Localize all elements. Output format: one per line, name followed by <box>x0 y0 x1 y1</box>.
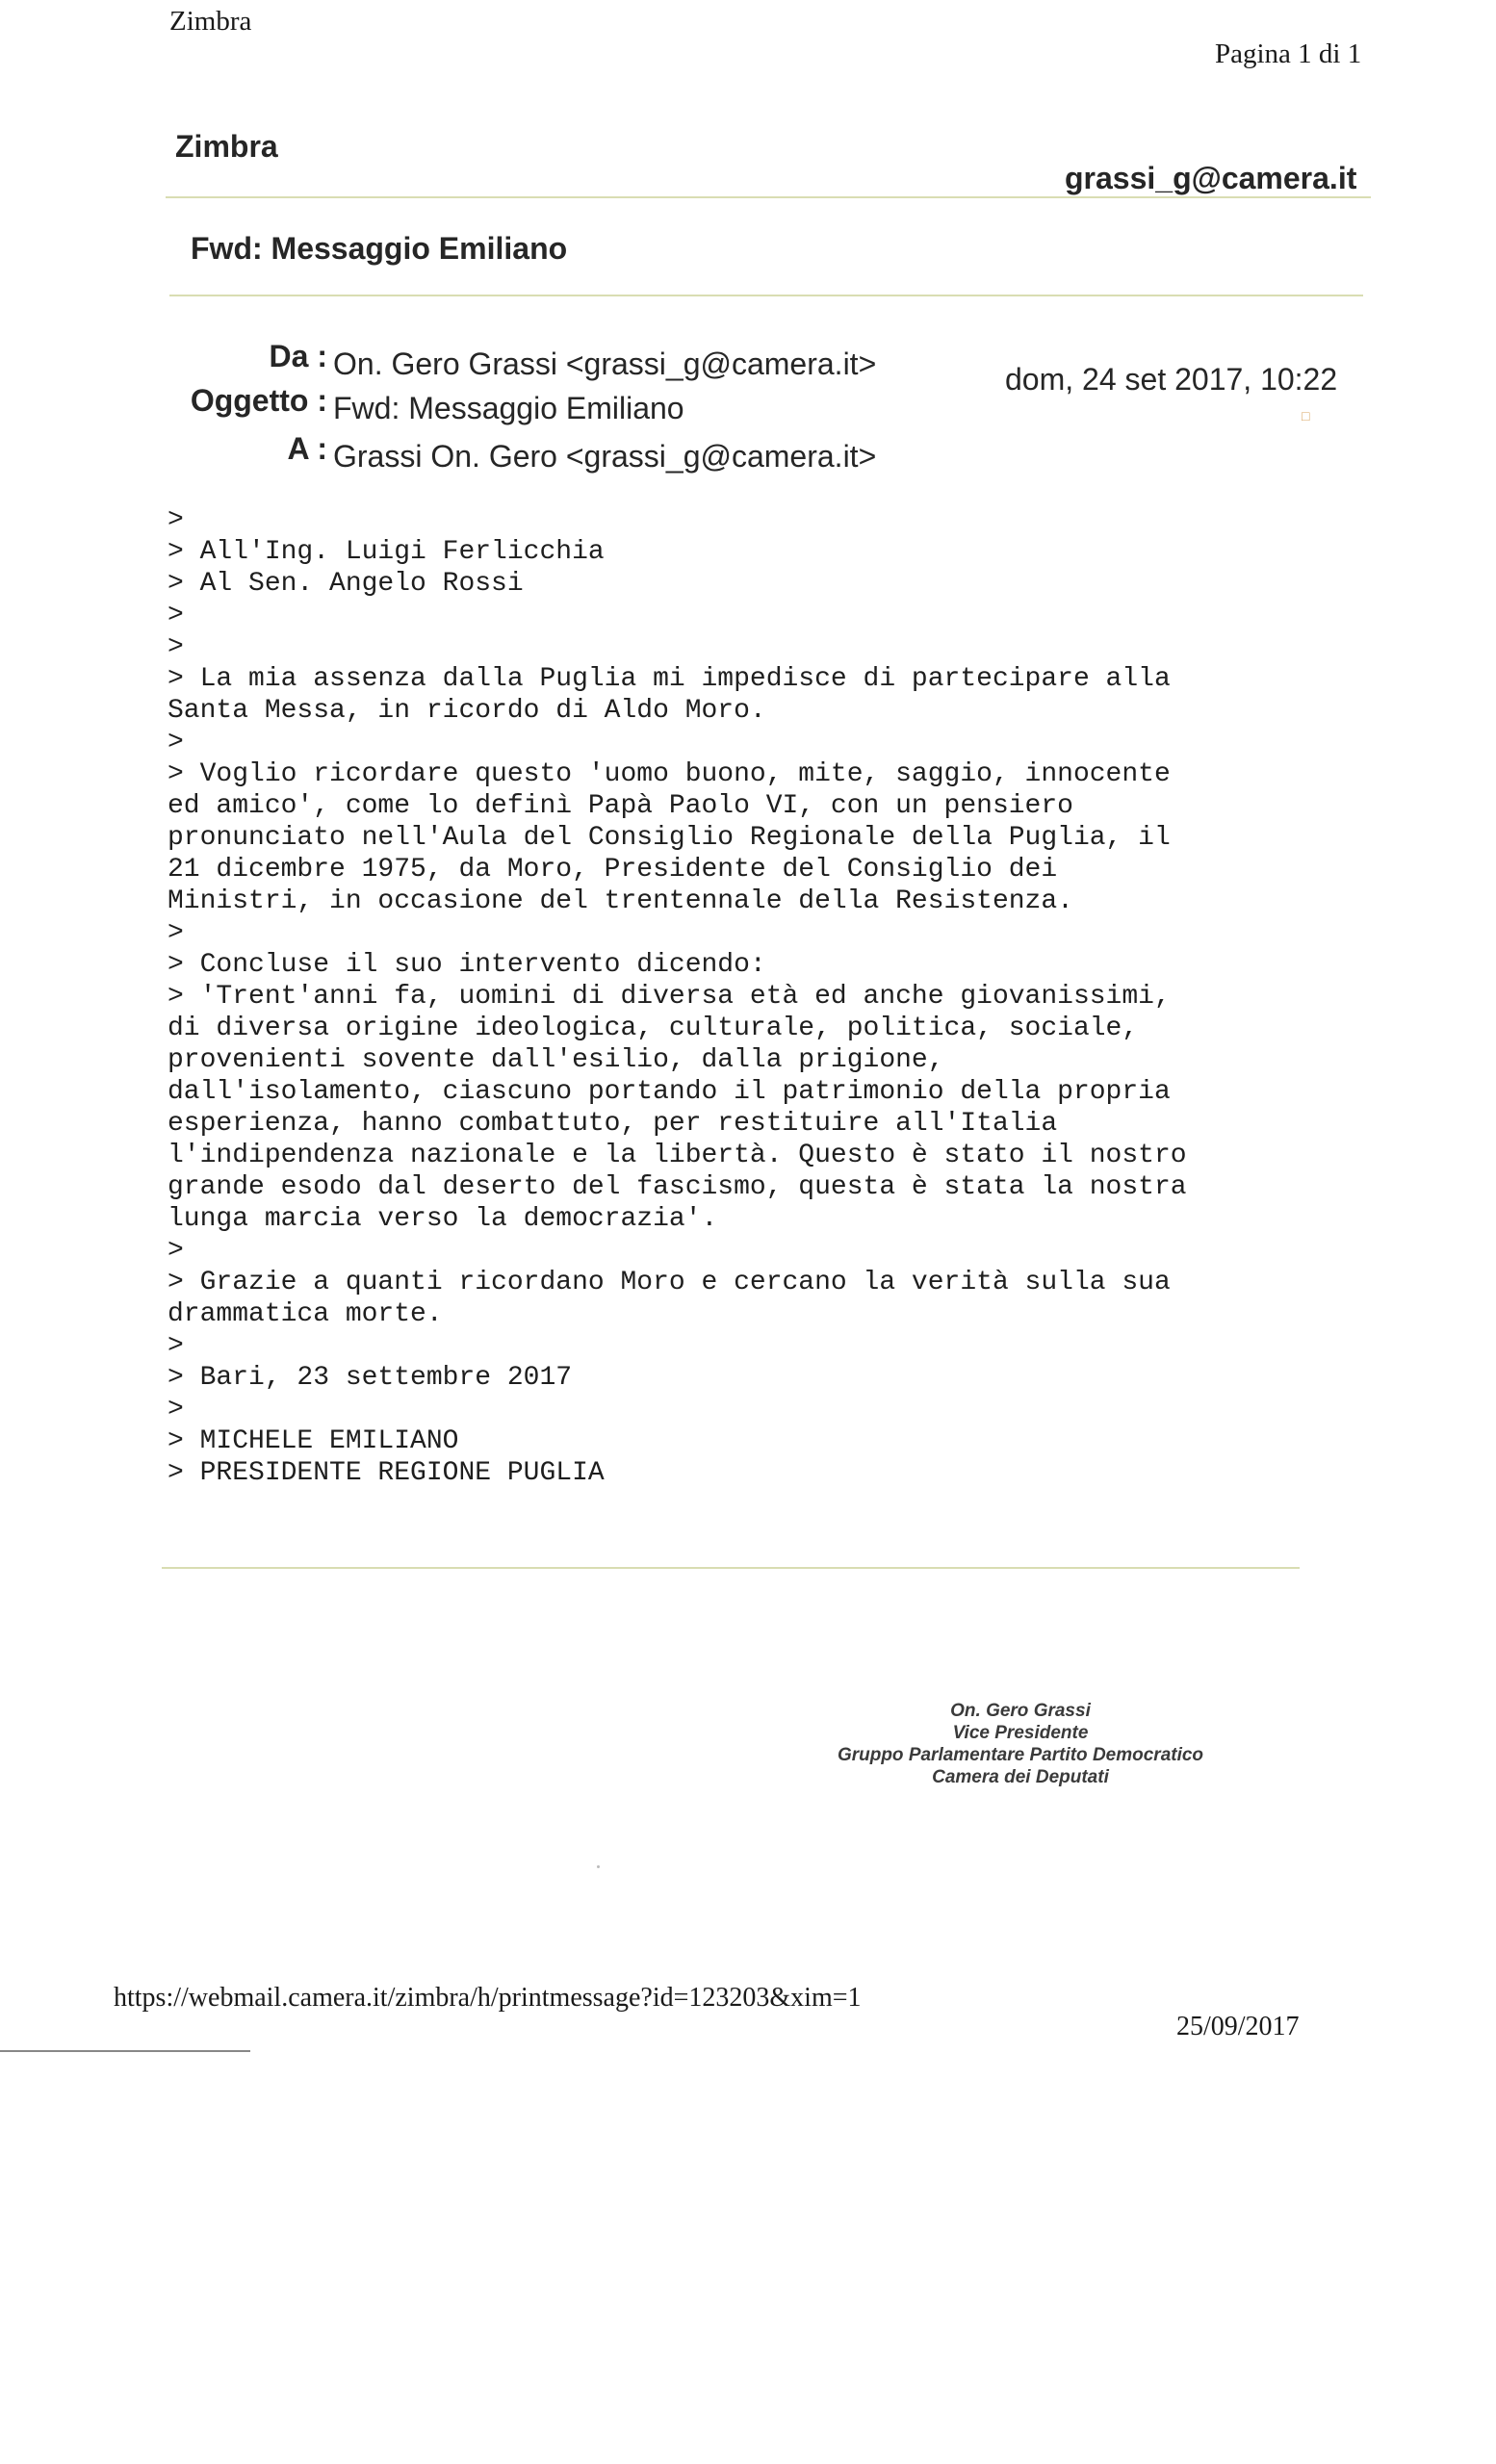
body-line: pronunciato nell'Aula del Consiglio Regionale della Puglia, il <box>168 823 1171 853</box>
account-email: grassi_g@camera.it <box>1065 161 1357 195</box>
body-line: > La mia assenza dalla Puglia mi impedisce di partecipare alla <box>168 664 1171 694</box>
body-divider <box>162 1567 1300 1569</box>
print-header-app: Zimbra <box>169 6 252 37</box>
body-line: > Concluse il suo intervento dicendo: <box>168 950 766 980</box>
body-line: > <box>168 918 184 948</box>
stamp-name: On. Gero Grassi <box>950 1701 1091 1721</box>
to-value: Grassi On. Gero <grassi_g@camera.it> <box>333 439 877 474</box>
body-line: ed amico', come lo definì Papà Paolo VI, con un pensiero <box>168 791 1073 821</box>
body-line: Ministri, in occasione del trentennale della Resistenza. <box>168 886 1073 916</box>
body-line: > <box>168 1395 184 1424</box>
body-line: drammatica morte. <box>168 1299 443 1329</box>
body-line: 21 dicembre 1975, da Moro, Presidente del Consiglio dei <box>168 855 1058 885</box>
body-line: l'indipendenza nazionale e la libertà. Questo è stato il nostro <box>168 1141 1187 1170</box>
body-line: > PRESIDENTE REGIONE PUGLIA <box>168 1458 605 1488</box>
signature-stamp <box>674 1700 1367 1788</box>
from-label: Da : <box>269 339 327 373</box>
print-footer-date: 25/09/2017 <box>1176 2012 1300 2041</box>
body-line: > Grazie a quanti ricordano Moro e cercano la verità sulla sua <box>168 1268 1171 1297</box>
body-line: provenienti sovente dall'esilio, dalla prigione, <box>168 1045 944 1075</box>
footer-line <box>0 2050 250 2052</box>
stamp-institution: Camera dei Deputati <box>932 1767 1109 1787</box>
app-name: Zimbra <box>175 129 278 164</box>
body-line: > Bari, 23 settembre 2017 <box>168 1363 573 1393</box>
body-line: > <box>168 728 184 757</box>
attachment-icon[interactable]: □ <box>1302 408 1310 424</box>
print-header-page: Pagina 1 di 1 <box>1215 38 1362 69</box>
header-divider <box>166 196 1371 198</box>
body-line: > <box>168 601 184 630</box>
body-line: > <box>168 1331 184 1361</box>
body-line: > <box>168 632 184 662</box>
body-line: > Voglio ricordare questo 'uomo buono, mite, saggio, innocente <box>168 759 1171 789</box>
subject-label: Oggetto : <box>190 383 327 418</box>
body-line: > Al Sen. Angelo Rossi <box>168 569 524 599</box>
body-line: > <box>168 505 184 535</box>
print-footer-url: https://webmail.camera.it/zimbra/h/printmessage?id=123203&xim=1 <box>114 1983 862 2013</box>
body-line: grande esodo dal deserto del fascismo, questa è stata la nostra <box>168 1172 1187 1202</box>
scan-speck <box>597 1865 600 1868</box>
body-line: dall'isolamento, ciascuno portando il patrimonio della propria <box>168 1077 1171 1107</box>
body-line: di diversa origine ideologica, culturale, politica, sociale, <box>168 1014 1139 1043</box>
body-line: > <box>168 1236 184 1266</box>
from-value: On. Gero Grassi <grassi_g@camera.it> <box>333 346 877 381</box>
body-line: > MICHELE EMILIANO <box>168 1426 459 1456</box>
stamp-group: Gruppo Parlamentare Partito Democratico <box>837 1745 1204 1765</box>
message-body <box>168 504 1303 1489</box>
subject-title: Fwd: Messaggio Emiliano <box>191 231 568 266</box>
message-date: dom, 24 set 2017, 10:22 <box>1005 362 1338 397</box>
body-line: > 'Trent'anni fa, uomini di diversa età ed anche giovanissimi, <box>168 982 1171 1012</box>
subject-divider <box>169 295 1363 296</box>
body-line: lunga marcia verso la democrazia'. <box>168 1204 718 1234</box>
stamp-role: Vice Presidente <box>952 1723 1089 1743</box>
body-line: > All'Ing. Luigi Ferlicchia <box>168 537 605 567</box>
to-label: A : <box>287 431 327 466</box>
body-line: Santa Messa, in ricordo di Aldo Moro. <box>168 696 766 726</box>
body-line: esperienza, hanno combattuto, per restituire all'Italia <box>168 1109 1058 1139</box>
subject-value: Fwd: Messaggio Emiliano <box>333 391 684 425</box>
